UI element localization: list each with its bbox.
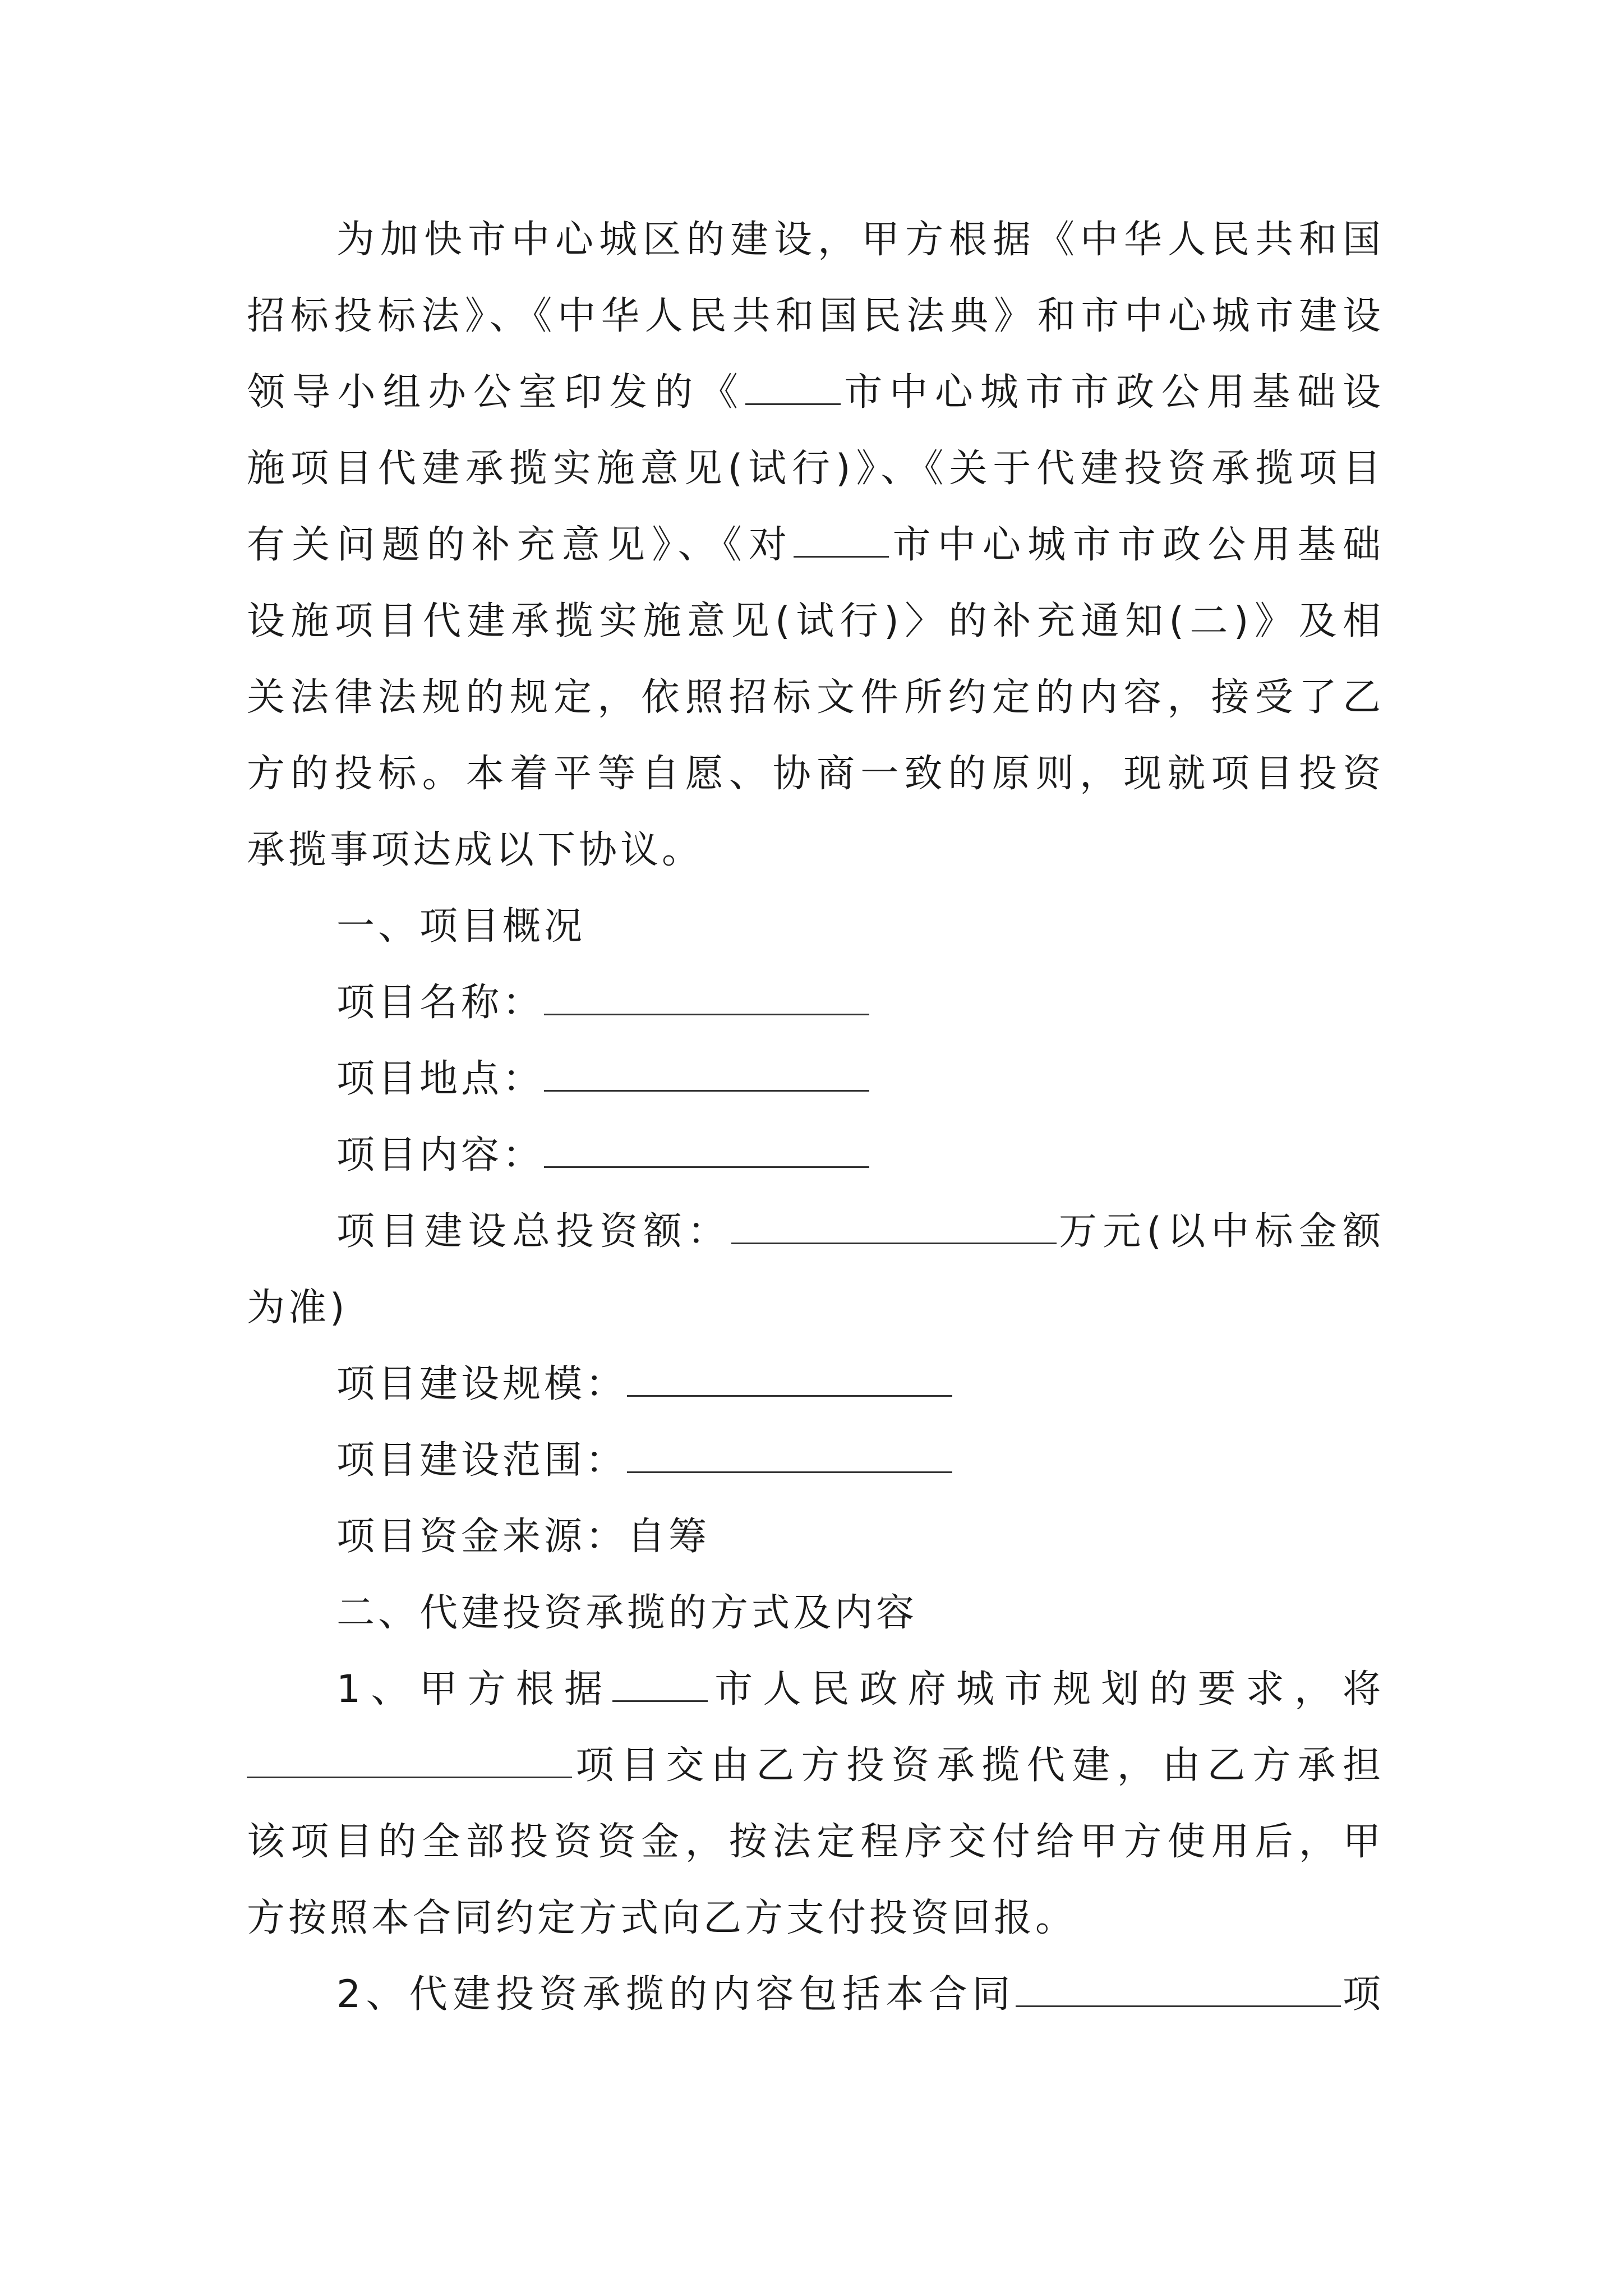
investment-row	[247, 1194, 1384, 1270]
intro-line-5-text-b: 市中心城市市政公用基础	[889, 523, 1384, 567]
item1-project-blank	[247, 1754, 572, 1778]
investment-row-cont: 为准)	[247, 1286, 348, 1330]
intro-line-4: 施项目代建承揽实施意见(试行)》、《关于代建投资承揽项目	[247, 447, 1384, 491]
project-location-row	[247, 1041, 1384, 1117]
investment-suffix: 万元(以中标金额	[1056, 1209, 1384, 1254]
project-name-label: 项目名称：	[336, 981, 545, 1025]
intro-line-1: 为加快市中心城区的建设，甲方根据《中华人民共和国	[336, 218, 1384, 262]
item2-text-b: 项	[1340, 1972, 1384, 2017]
item1-line-1	[247, 1651, 1384, 1728]
funding-row: 项目资金来源：自筹	[336, 1515, 711, 1559]
scale-label: 项目建设规模：	[336, 1362, 628, 1406]
project-name-row	[247, 965, 1384, 1041]
contract-body	[247, 202, 1384, 2033]
intro-line-9: 承揽事项达成以下协议。	[247, 828, 704, 872]
item1-text-a: 1、甲方根据	[336, 1667, 613, 1711]
blank-city-name-1	[745, 381, 841, 405]
intro-line-3-text-b: 市中心城市市政公用基础设	[840, 370, 1384, 415]
investment-label: 项目建设总投资额：	[336, 1209, 731, 1254]
intro-line-7: 关法律法规的规定，依照招标文件所约定的内容，接受了乙	[247, 675, 1384, 720]
item1-text-b: 市人民政府城市规划的要求，将	[708, 1667, 1384, 1711]
intro-line-3-text-a: 领导小组办公室印发的《	[247, 370, 745, 415]
item2-blank	[1016, 1983, 1341, 2007]
project-content-blank	[544, 1144, 869, 1168]
project-location-label: 项目地点：	[336, 1057, 545, 1101]
intro-line-5-text-a: 有关问题的补充意见》、《对	[247, 523, 794, 567]
section-1-heading: 一、项目概况	[336, 904, 586, 949]
project-content-row	[247, 1117, 1384, 1194]
project-name-blank	[544, 991, 869, 1015]
blank-city-name-2	[794, 533, 889, 558]
scope-blank	[627, 1449, 952, 1473]
item1-line-4: 方按照本合同约定方式向乙方支付投资回报。	[247, 1896, 1077, 1940]
item1-line-3: 该项目的全部投资资金，按法定程序交付给甲方使用后，甲	[247, 1820, 1384, 1864]
item1-text-c: 项目交由乙方投资承揽代建，由乙方承担	[572, 1743, 1384, 1788]
section-2-heading: 二、代建投资承揽的方式及内容	[336, 1591, 918, 1635]
item1-line-2	[247, 1728, 1384, 1804]
investment-blank	[731, 1220, 1057, 1244]
intro-line-2: 招标投标法》、《中华人民共和国民法典》和市中心城市建设	[247, 294, 1384, 338]
scope-label: 项目建设范围：	[336, 1438, 628, 1483]
scale-blank	[627, 1373, 952, 1397]
intro-line-6: 设施项目代建承揽实施意见(试行)〉的补充通知(二)》及相	[247, 599, 1384, 643]
item2-text-a: 2、代建投资承揽的内容包括本合同	[336, 1972, 1016, 2017]
intro-line-3	[247, 355, 1384, 431]
intro-line-8: 方的投标。本着平等自愿、协商一致的原则，现就项目投资	[247, 752, 1384, 796]
intro-line-5	[247, 507, 1384, 583]
project-location-blank	[544, 1068, 869, 1092]
scale-row	[247, 1346, 1384, 1423]
item2-line-1	[247, 1957, 1384, 2033]
scope-row	[247, 1423, 1384, 1499]
project-content-label: 项目内容：	[336, 1133, 545, 1177]
item1-city-blank	[612, 1678, 708, 1702]
